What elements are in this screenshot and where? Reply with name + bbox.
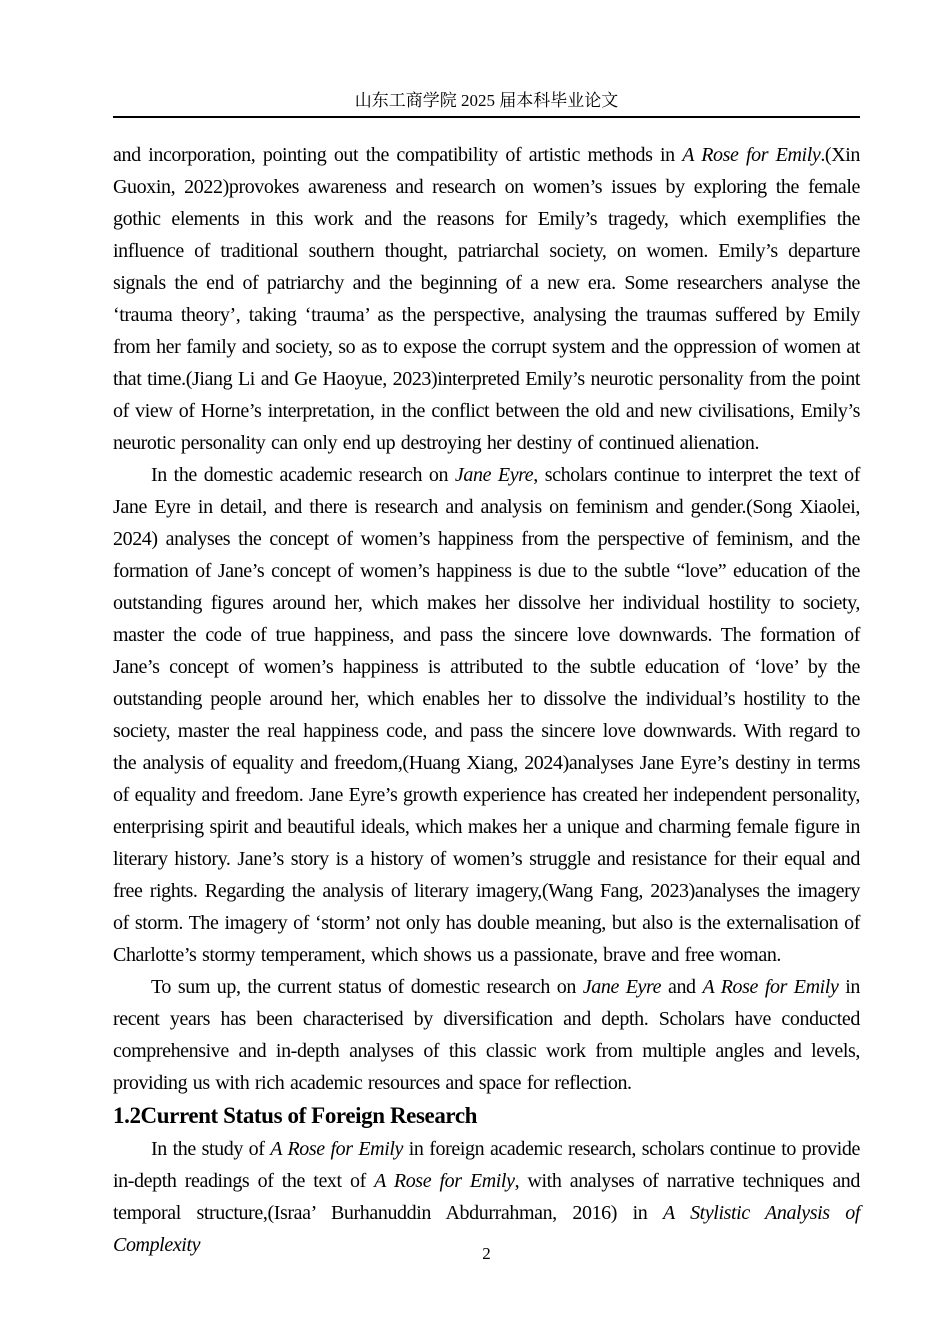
paragraph bbox=[113, 139, 860, 459]
text-segment: , scholars continue to interpret the text of Jane Eyre in detail, and there is research and analysis on feminism and gender.(Song Xiaolei, 2024) analyses the concept of women’s happiness from the perspective of feminism, and the formation of Jane’s concept of women’s happiness is due to the subtle “love” education of the outstanding figures around her, which makes her dissolve her individual hostility to society, master the code of true happiness, and pass the sincere love downwards. The formation of Jane’s concept of women’s happiness is attributed to the subtle education of ‘love’ by the outstanding people around her, which enables her to dissolve the individual’s hostility to the society, master the real happiness code, and pass the sincere love downwards. With regard to the analysis of equality and freedom,(Huang Xiang, 2024)analyses Jane Eyre’s destiny in terms of equality and freedom. Jane Eyre’s growth experience has created her independent personality, enterprising spirit and beautiful ideals, which makes her a unique and charming female figure in literary history. Jane’s story is a history of women’s struggle and resistance for their equal and free rights. Regarding the analysis of literary imagery,(Wang Fang, 2023)analyses the imagery of storm. The imagery of ‘storm’ not only has double meaning, but also is the externalisation of Charlotte’s stormy temperament, which shows us a passionate, brave and free woman. bbox=[113, 464, 860, 966]
paragraph bbox=[113, 1133, 860, 1261]
text-segment: In the study of bbox=[151, 1138, 271, 1160]
page-number: 2 bbox=[482, 1244, 491, 1263]
work-title-italic: A Rose for Emily bbox=[702, 976, 839, 998]
work-title-italic: A Rose for Emily bbox=[682, 144, 821, 166]
text-segment: and bbox=[661, 976, 703, 998]
page-header bbox=[113, 90, 860, 118]
text-segment: In the domestic academic research on bbox=[151, 464, 455, 486]
page-footer bbox=[113, 1244, 860, 1264]
work-title-italic: A Stylistic Analysis of Complexity bbox=[113, 1202, 860, 1256]
text-segment: in recent years has been characterised by diversification and depth. Scholars have conducted comprehensive and in-depth analyses of this classic work from multiple angles and levels, providing us with rich academic resources and space for reflection. bbox=[113, 976, 861, 1094]
header-title: 山东工商学院 2025 届本科毕业论文 bbox=[354, 91, 619, 110]
paragraph bbox=[113, 459, 860, 971]
text-segment: in foreign academic research, scholars continue to provide in-depth readings of the text of bbox=[113, 1138, 861, 1192]
text-segment: and incorporation, pointing out the compatibility of artistic methods in bbox=[113, 144, 683, 166]
paragraph bbox=[113, 971, 860, 1099]
text-segment: To sum up, the current status of domestic research on bbox=[151, 976, 583, 998]
header-rule bbox=[113, 116, 860, 118]
work-title-italic: A Rose for Emily bbox=[374, 1170, 515, 1192]
text-segment: , with analyses of narrative techniques and temporal structure,(Israa’ Burhanuddin Abdurrahman, 2016) in bbox=[113, 1170, 860, 1224]
section-heading: 1.2Current Status of Foreign Research bbox=[113, 1103, 478, 1128]
work-title-italic: Jane Eyre bbox=[582, 976, 662, 998]
document-body bbox=[113, 139, 860, 1261]
text-segment: .(Xin Guoxin, 2022)provokes awareness and research on women’s issues by exploring the female gothic elements in this work and the reasons for Emily’s tragedy, which exemplifies the influence of traditional southern thought, patriarchal society, on women. Emily’s departure signals the end of patriarchy and the beginning of a new era. Some researchers analyse the ‘trauma theory’, taking ‘trauma’ as the perspective, analysing the traumas suffered by Emily from her family and society, so as to expose the corrupt system and the oppression of women at that time.(Jiang Li and Ge Haoyue, 2023)interpreted Emily’s neurotic personality from the point of view of Horne’s interpretation, in the conflict between the old and new civilisations, Emily’s neurotic personality can only end up destroying her destiny of continued alienation. bbox=[113, 144, 860, 454]
work-title-italic: Jane Eyre bbox=[454, 464, 534, 486]
work-title-italic: A Rose for Emily bbox=[270, 1138, 404, 1160]
